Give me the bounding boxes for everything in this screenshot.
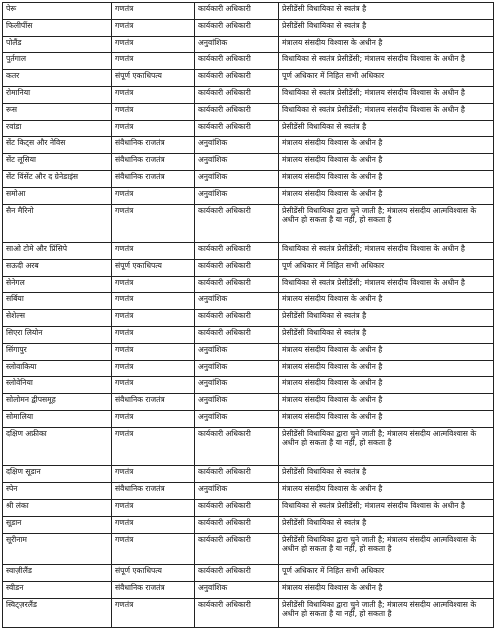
table-row [3,259,494,276]
system-cell: गणतंत्र [112,427,195,466]
table-row [3,70,494,87]
system-cell: गणतंत्र [112,360,195,377]
country-cell: पुर्तगाल [3,53,112,70]
country-cell: सिंगापुर [3,343,112,360]
country-cell: सोमालिया [3,411,112,428]
table-row [3,343,494,360]
system-cell: गणतंत्र [112,516,195,533]
head-cell: अनुवांशिक [195,293,279,310]
system-cell: संवैधानिक राजतंत्र [112,394,195,411]
table-row [3,137,494,154]
table-row [3,53,494,70]
country-cell: स्पेन [3,483,112,500]
table-row [3,394,494,411]
head-cell: कार्यकारी अधिकारी [195,516,279,533]
note-cell: मंत्रालय संसदीय विश्वास के अधीन है [279,360,494,377]
system-cell: गणतंत्र [112,533,195,565]
country-cell: सेनेगल [3,276,112,293]
note-cell: प्रेसीडेंसी विधायिका द्वारा चुने जाती है; मंत्रालय संसदीय आत्मविश्वास के अधीन हो सकता है या नहीं, हो सकता है [279,204,494,243]
note-cell: पूर्ण अधिकार में निहित सभी अधिकार [279,259,494,276]
country-cell: कतर [3,70,112,87]
country-cell: पेरू [3,3,112,20]
system-cell: गणतंत्र [112,499,195,516]
system-cell: गणतंत्र [112,204,195,243]
system-cell: गणतंत्र [112,310,195,327]
head-cell: अनुवांशिक [195,137,279,154]
system-cell: संपूर्ण एकाधिपत्य [112,565,195,582]
system-cell: संपूर्ण एकाधिपत्य [112,70,195,87]
country-cell: सूडान [3,516,112,533]
country-cell: दक्षिण सूडान [3,466,112,483]
head-cell: कार्यकारी अधिकारी [195,276,279,293]
head-cell: कार्यकारी अधिकारी [195,70,279,87]
table-row [3,516,494,533]
table-row [3,565,494,582]
note-cell: प्रेसीडेंसी विधायिका से स्वतंत्र है [279,19,494,36]
head-cell: कार्यकारी अधिकारी [195,533,279,565]
head-cell: कार्यकारी अधिकारी [195,243,279,260]
note-cell: मंत्रालय संसदीय विश्वास के अधीन है [279,293,494,310]
note-cell: प्रेसीडेंसी विधायिका द्वारा चुने जाती है; मंत्रालय संसदीय आत्मविश्वास के अधीन हो सकता है या नहीं, हो सकता है [279,533,494,565]
table-row [3,427,494,466]
head-cell: अनुवांशिक [195,36,279,53]
system-cell: संवैधानिक राजतंत्र [112,170,195,187]
head-cell: कार्यकारी अधिकारी [195,466,279,483]
country-cell: साओ टोमे और प्रिंसिपे [3,243,112,260]
head-cell: कार्यकारी अधिकारी [195,86,279,103]
system-cell: संवैधानिक राजतंत्र [112,154,195,171]
table-row [3,187,494,204]
note-cell: प्रेसीडेंसी विधायिका से स्वतंत्र है [279,3,494,20]
note-cell: मंत्रालय संसदीय विश्वास के अधीन है [279,170,494,187]
table-row [3,170,494,187]
table-row [3,276,494,293]
head-cell: कार्यकारी अधिकारी [195,103,279,120]
country-cell: समोआ [3,187,112,204]
country-cell: स्लोवेनिया [3,377,112,394]
head-cell: कार्यकारी अधिकारी [195,427,279,466]
country-cell: सिएरा लियोन [3,327,112,344]
system-cell: संवैधानिक राजतंत्र [112,483,195,500]
head-cell: कार्यकारी अधिकारी [195,327,279,344]
table-row [3,499,494,516]
system-cell: संवैधानिक राजतंत्र [112,137,195,154]
table-row [3,3,494,20]
table-body [3,3,494,628]
country-cell: फिलीपींस [3,19,112,36]
table-row [3,360,494,377]
head-cell: अनुवांशिक [195,343,279,360]
country-cell: सूरीनाम [3,533,112,565]
table-row [3,581,494,598]
table-row [3,598,494,628]
country-cell: सोलोमन द्वीपसमूह [3,394,112,411]
head-cell: कार्यकारी अधिकारी [195,310,279,327]
country-cell: स्विट्ज़रलैंड [3,598,112,628]
table-row [3,310,494,327]
system-cell: गणतंत्र [112,343,195,360]
table-row [3,154,494,171]
head-cell: कार्यकारी अधिकारी [195,53,279,70]
head-cell: अनुवांशिक [195,483,279,500]
note-cell: प्रेसीडेंसी विधायिका से स्वतंत्र है [279,310,494,327]
table-row [3,120,494,137]
country-cell: स्वाज़ीलैंड [3,565,112,582]
head-cell: कार्यकारी अधिकारी [195,565,279,582]
table-row [3,36,494,53]
table-row [3,243,494,260]
head-cell: कार्यकारी अधिकारी [195,204,279,243]
table-row [3,19,494,36]
note-cell: मंत्रालय संसदीय विश्वास के अधीन है [279,411,494,428]
system-cell: गणतंत्र [112,120,195,137]
head-cell: कार्यकारी अधिकारी [195,19,279,36]
table-row [3,377,494,394]
country-cell: सैन मैरिनो [3,204,112,243]
system-cell: गणतंत्र [112,293,195,310]
country-cell: सेंट किट्स और नेविस [3,137,112,154]
system-cell: गणतंत्र [112,19,195,36]
country-cell: सेंट विंसेंट और द ग्रेनेडाइंस [3,170,112,187]
note-cell: मंत्रालय संसदीय विश्वास के अधीन है [279,137,494,154]
note-cell: विधायिका से स्वतंत्र प्रेसीडेंसी; मंत्रालय संसदीय विश्वास के अधीन है [279,499,494,516]
note-cell: प्रेसीडेंसी विधायिका से स्वतंत्र है [279,466,494,483]
country-cell: स्वीडन [3,581,112,598]
head-cell: कार्यकारी अधिकारी [195,598,279,628]
head-cell: अनुवांशिक [195,581,279,598]
head-cell: अनुवांशिक [195,187,279,204]
country-cell: पोलैंड [3,36,112,53]
system-cell: गणतंत्र [112,598,195,628]
note-cell: मंत्रालय संसदीय विश्वास के अधीन है [279,483,494,500]
country-cell: सेशेल्स [3,310,112,327]
system-cell: गणतंत्र [112,411,195,428]
system-cell: गणतंत्र [112,466,195,483]
note-cell: विधायिका से स्वतंत्र प्रेसीडेंसी; मंत्रालय संसदीय विश्वास के अधीन है [279,243,494,260]
table-row [3,411,494,428]
head-cell: अनुवांशिक [195,154,279,171]
note-cell: पूर्ण अधिकार में निहित सभी अधिकार [279,70,494,87]
country-cell: रोमानिया [3,86,112,103]
note-cell: प्रेसीडेंसी विधायिका द्वारा चुने जाती है; मंत्रालय संसदीय आत्मविश्वास के अधीन हो सकता है या नहीं, हो सकता है [279,427,494,466]
head-cell: अनुवांशिक [195,394,279,411]
system-cell: गणतंत्र [112,86,195,103]
table-row [3,533,494,565]
table-row [3,204,494,243]
country-cell: रवांडा [3,120,112,137]
system-cell: गणतंत्र [112,327,195,344]
system-cell: गणतंत्र [112,53,195,70]
country-cell: सेंट लूसिया [3,154,112,171]
note-cell: प्रेसीडेंसी विधायिका द्वारा चुने जाती है; मंत्रालय संसदीय आत्मविश्वास के अधीन हो सकता है या नहीं, हो सकता है [279,598,494,628]
note-cell: विधायिका से स्वतंत्र प्रेसीडेंसी; मंत्रालय संसदीय विश्वास के अधीन है [279,53,494,70]
system-cell: गणतंत्र [112,36,195,53]
country-cell: श्री लंका [3,499,112,516]
note-cell: प्रेसीडेंसी विधायिका से स्वतंत्र है [279,120,494,137]
head-cell: अनुवांशिक [195,360,279,377]
table-row [3,483,494,500]
system-cell: गणतंत्र [112,276,195,293]
note-cell: मंत्रालय संसदीय विश्वास के अधीन है [279,343,494,360]
head-cell: अनुवांशिक [195,411,279,428]
head-cell: कार्यकारी अधिकारी [195,499,279,516]
note-cell: मंत्रालय संसदीय विश्वास के अधीन है [279,187,494,204]
note-cell: विधायिका से स्वतंत्र प्रेसीडेंसी; मंत्रालय संसदीय विश्वास के अधीन है [279,86,494,103]
note-cell: मंत्रालय संसदीय विश्वास के अधीन है [279,394,494,411]
note-cell: विधायिका से स्वतंत्र प्रेसीडेंसी; मंत्रालय संसदीय विश्वास के अधीन है [279,103,494,120]
head-cell: अनुवांशिक [195,377,279,394]
system-cell: गणतंत्र [112,103,195,120]
head-cell: कार्यकारी अधिकारी [195,3,279,20]
system-cell: गणतंत्र [112,3,195,20]
note-cell: मंत्रालय संसदीय विश्वास के अधीन है [279,377,494,394]
system-cell: संपूर्ण एकाधिपत्य [112,259,195,276]
system-cell: गणतंत्र [112,187,195,204]
country-cell: स्लोवाकिया [3,360,112,377]
government-systems-table [2,2,494,628]
note-cell: मंत्रालय संसदीय विश्वास के अधीन है [279,36,494,53]
head-cell: कार्यकारी अधिकारी [195,259,279,276]
country-cell: दक्षिण अफ्रीका [3,427,112,466]
country-cell: सऊदी अरब [3,259,112,276]
table-row [3,103,494,120]
system-cell: गणतंत्र [112,377,195,394]
table-row [3,293,494,310]
country-cell: सर्बिया [3,293,112,310]
country-cell: रूस [3,103,112,120]
table-row [3,327,494,344]
head-cell: कार्यकारी अधिकारी [195,120,279,137]
head-cell: अनुवांशिक [195,170,279,187]
table-row [3,466,494,483]
system-cell: गणतंत्र [112,243,195,260]
note-cell: विधायिका से स्वतंत्र प्रेसीडेंसी; मंत्रालय संसदीय विश्वास के अधीन है [279,276,494,293]
note-cell: पूर्ण अधिकार में निहित सभी अधिकार [279,565,494,582]
note-cell: प्रेसीडेंसी विधायिका से स्वतंत्र है [279,516,494,533]
note-cell: मंत्रालय संसदीय विश्वास के अधीन है [279,581,494,598]
table-row [3,86,494,103]
note-cell: मंत्रालय संसदीय विश्वास के अधीन है [279,154,494,171]
system-cell: संवैधानिक राजतंत्र [112,581,195,598]
note-cell: प्रेसीडेंसी विधायिका से स्वतंत्र है [279,327,494,344]
